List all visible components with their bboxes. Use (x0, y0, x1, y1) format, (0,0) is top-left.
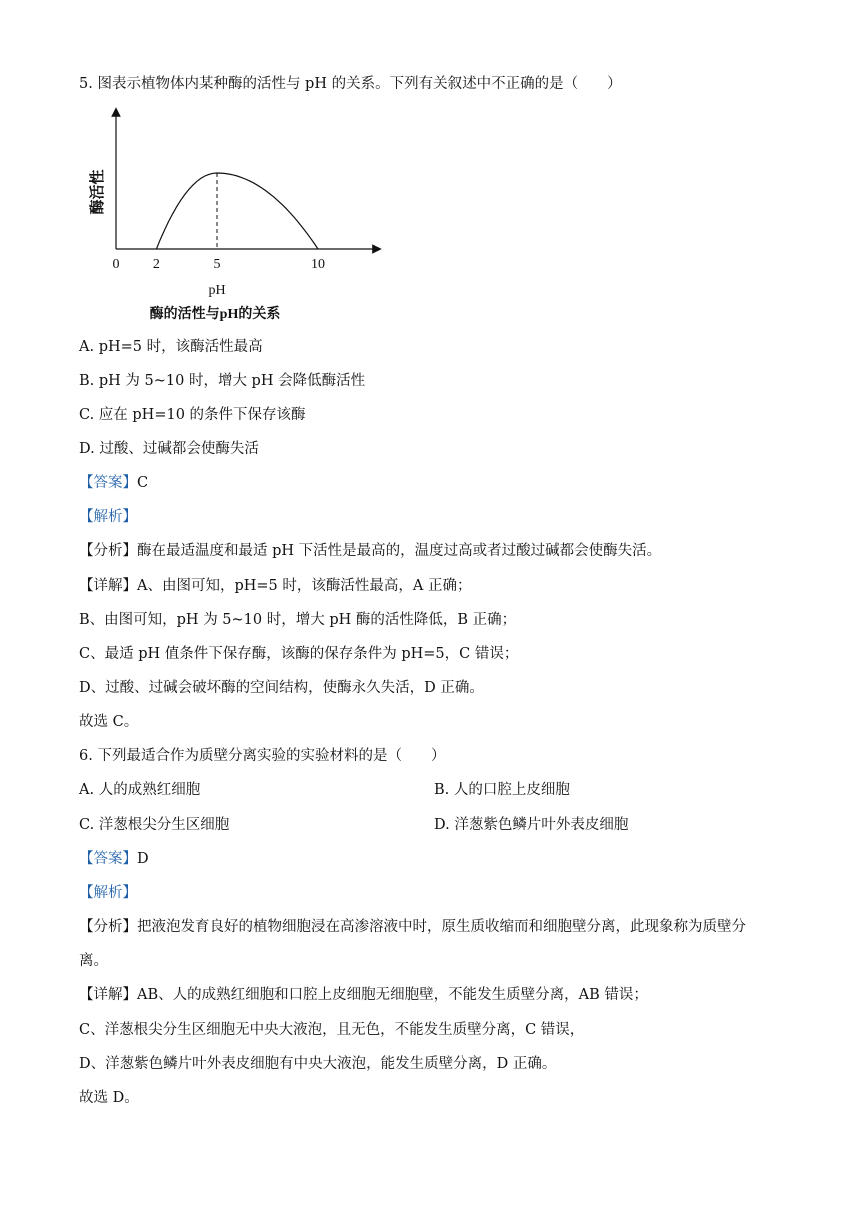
enzyme-ph-chart (85, 100, 385, 325)
fenxi-tag: 【分析】 (79, 919, 137, 935)
answer-value: C (137, 475, 149, 491)
fenxi-text: 酶在最适温度和最适 pH 下活性是最高的，温度过高或者过酸过碱都会使酶失活。 (137, 543, 662, 559)
q5-option-a: A. pH=5 时，该酶活性最高 (79, 339, 263, 355)
q6-xiangjie-c: D、洋葱紫色鳞片叶外表皮细胞有中央大液泡，能发生质壁分离，D 正确。 (79, 1056, 557, 1072)
q5-xiangjie-a (79, 576, 471, 596)
q5-fenxi (79, 541, 661, 561)
q5-option-b: B. pH 为 5~10 时，增大 pH 会降低酶活性 (79, 373, 366, 389)
q5-stem: 5. 图表示植物体内某种酶的活性与 pH 的关系。下列有关叙述中不正确的是（ ） (79, 76, 622, 92)
fenxi-tag: 【分析】 (79, 543, 137, 559)
xiangjie-text: AB、人的成熟红细胞和口腔上皮细胞无细胞壁，不能发生质壁分离，AB 错误； (137, 987, 648, 1003)
q6-stem: 6. 下列最适合作为质壁分离实验的实验材料的是（ ） (79, 748, 446, 764)
q5-conclusion: 故选 C。 (79, 714, 139, 730)
q6-xiangjie-b: C、洋葱根尖分生区细胞无中央大液泡，且无色，不能发生质壁分离，C 错误， (79, 1022, 585, 1038)
answer-tag: 【答案】 (79, 851, 137, 867)
q5-analysis-tag: 【解析】 (79, 509, 137, 525)
q6-fenxi-cont: 离。 (79, 953, 108, 969)
q6-fenxi (79, 917, 746, 937)
q6-xiangjie-a (79, 985, 648, 1005)
answer-value: D (137, 851, 149, 867)
x-tick-label: 5 (213, 257, 221, 272)
q6-option-c: C. 洋葱根尖分生区细胞 (79, 817, 230, 833)
fenxi-text: 把液泡发育良好的植物细胞浸在高渗溶液中时，原生质收缩而和细胞壁分离，此现象称为质壁分 (137, 919, 746, 935)
q6-option-d: D. 洋葱紫色鳞片叶外表皮细胞 (434, 817, 629, 833)
answer-tag: 【答案】 (79, 475, 137, 491)
q6-option-a: A. 人的成熟红细胞 (79, 782, 201, 798)
xiangjie-tag: 【详解】 (79, 578, 137, 594)
y-axis-label: 酶活性 (90, 169, 106, 215)
q5-option-d: D. 过酸、过碱都会使酶失活 (79, 441, 259, 457)
q6-answer (79, 849, 149, 869)
q6-option-b: B. 人的口腔上皮细胞 (434, 782, 570, 798)
xiangjie-tag: 【详解】 (79, 987, 137, 1003)
x-tick-label: 10 (311, 257, 325, 272)
q6-conclusion: 故选 D。 (79, 1090, 139, 1106)
q5-answer (79, 473, 148, 493)
x-axis-label: pH (208, 283, 226, 298)
activity-curve (156, 173, 318, 249)
q5-xiangjie-d: D、过酸、过碱会破坏酶的空间结构，使酶永久失活，D 正确。 (79, 680, 484, 696)
chart-caption: 酶的活性与pH的关系 (149, 307, 281, 322)
xiangjie-text: A、由图可知，pH=5 时，该酶活性最高，A 正确； (137, 578, 472, 594)
q6-analysis-tag: 【解析】 (79, 885, 137, 901)
q5-xiangjie-b: B、由图可知，pH 为 5~10 时，增大 pH 酶的活性降低，B 正确； (79, 612, 517, 628)
x-tick-label: 0 (112, 257, 120, 272)
q5-option-c: C. 应在 pH=10 的条件下保存该酶 (79, 407, 306, 423)
x-tick-label: 2 (152, 257, 160, 272)
q5-xiangjie-c: C、最适 pH 值条件下保存酶，该酶的保存条件为 pH=5，C 错误； (79, 646, 519, 662)
